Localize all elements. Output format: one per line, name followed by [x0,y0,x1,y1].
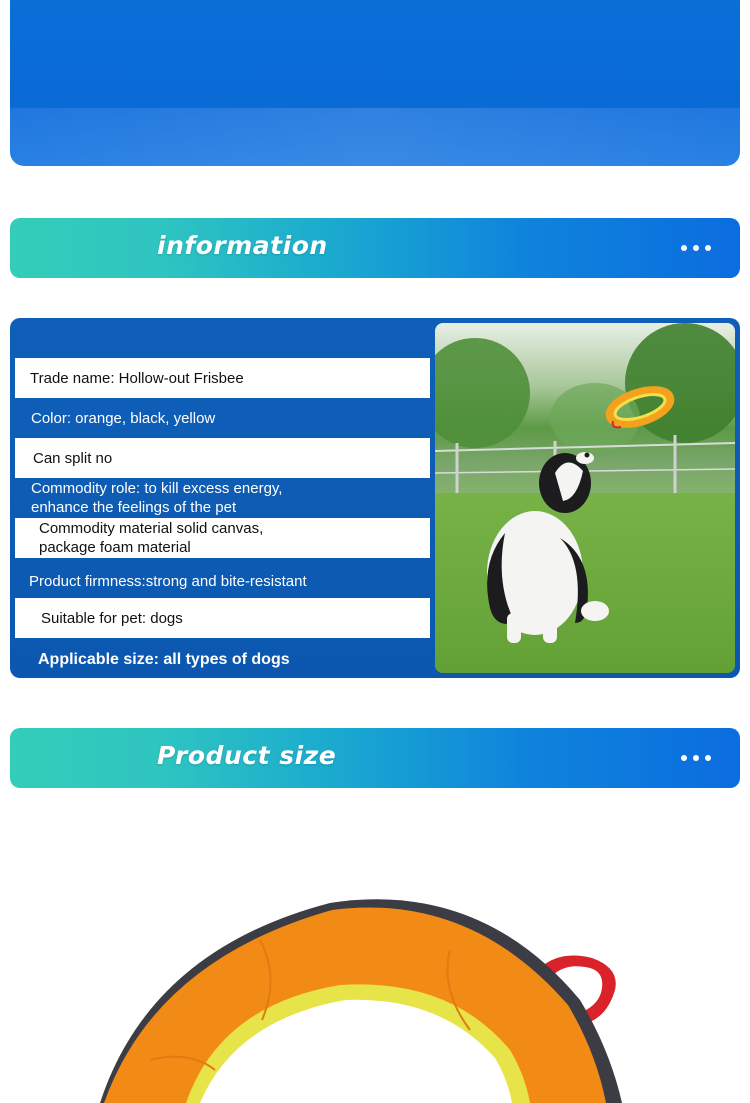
information-panel [10,318,740,678]
product-image [0,800,750,1103]
more-dots-icon [681,755,711,761]
top-banner [10,0,740,166]
more-dots-icon [681,245,711,251]
info-row-can-split: Can split no [15,438,430,478]
info-row-trade-name: Trade name: Hollow-out Frisbee [15,358,430,398]
info-row-color: Color: orange, black, yellow [31,409,216,427]
info-row-commodity-role: Commodity role: to kill excess energy, enhance the feelings of the pet [31,480,283,516]
info-row-commodity-material: Commodity material solid canvas, package foam material [15,518,430,558]
dog-frisbee-illustration [435,323,735,673]
information-title: information [157,231,328,260]
hollow-frisbee-icon [0,800,750,1103]
info-row-suitable-pet: Suitable for pet: dogs [15,598,430,638]
information-section-header [10,218,740,278]
dog-frisbee-photo [435,323,735,673]
product-size-section-header [10,728,740,788]
info-row-firmness: Product firmness:strong and bite-resistant [29,572,307,590]
info-row-applicable-size: Applicable size: all types of dogs [38,650,290,668]
product-size-title: Product size [157,741,337,770]
